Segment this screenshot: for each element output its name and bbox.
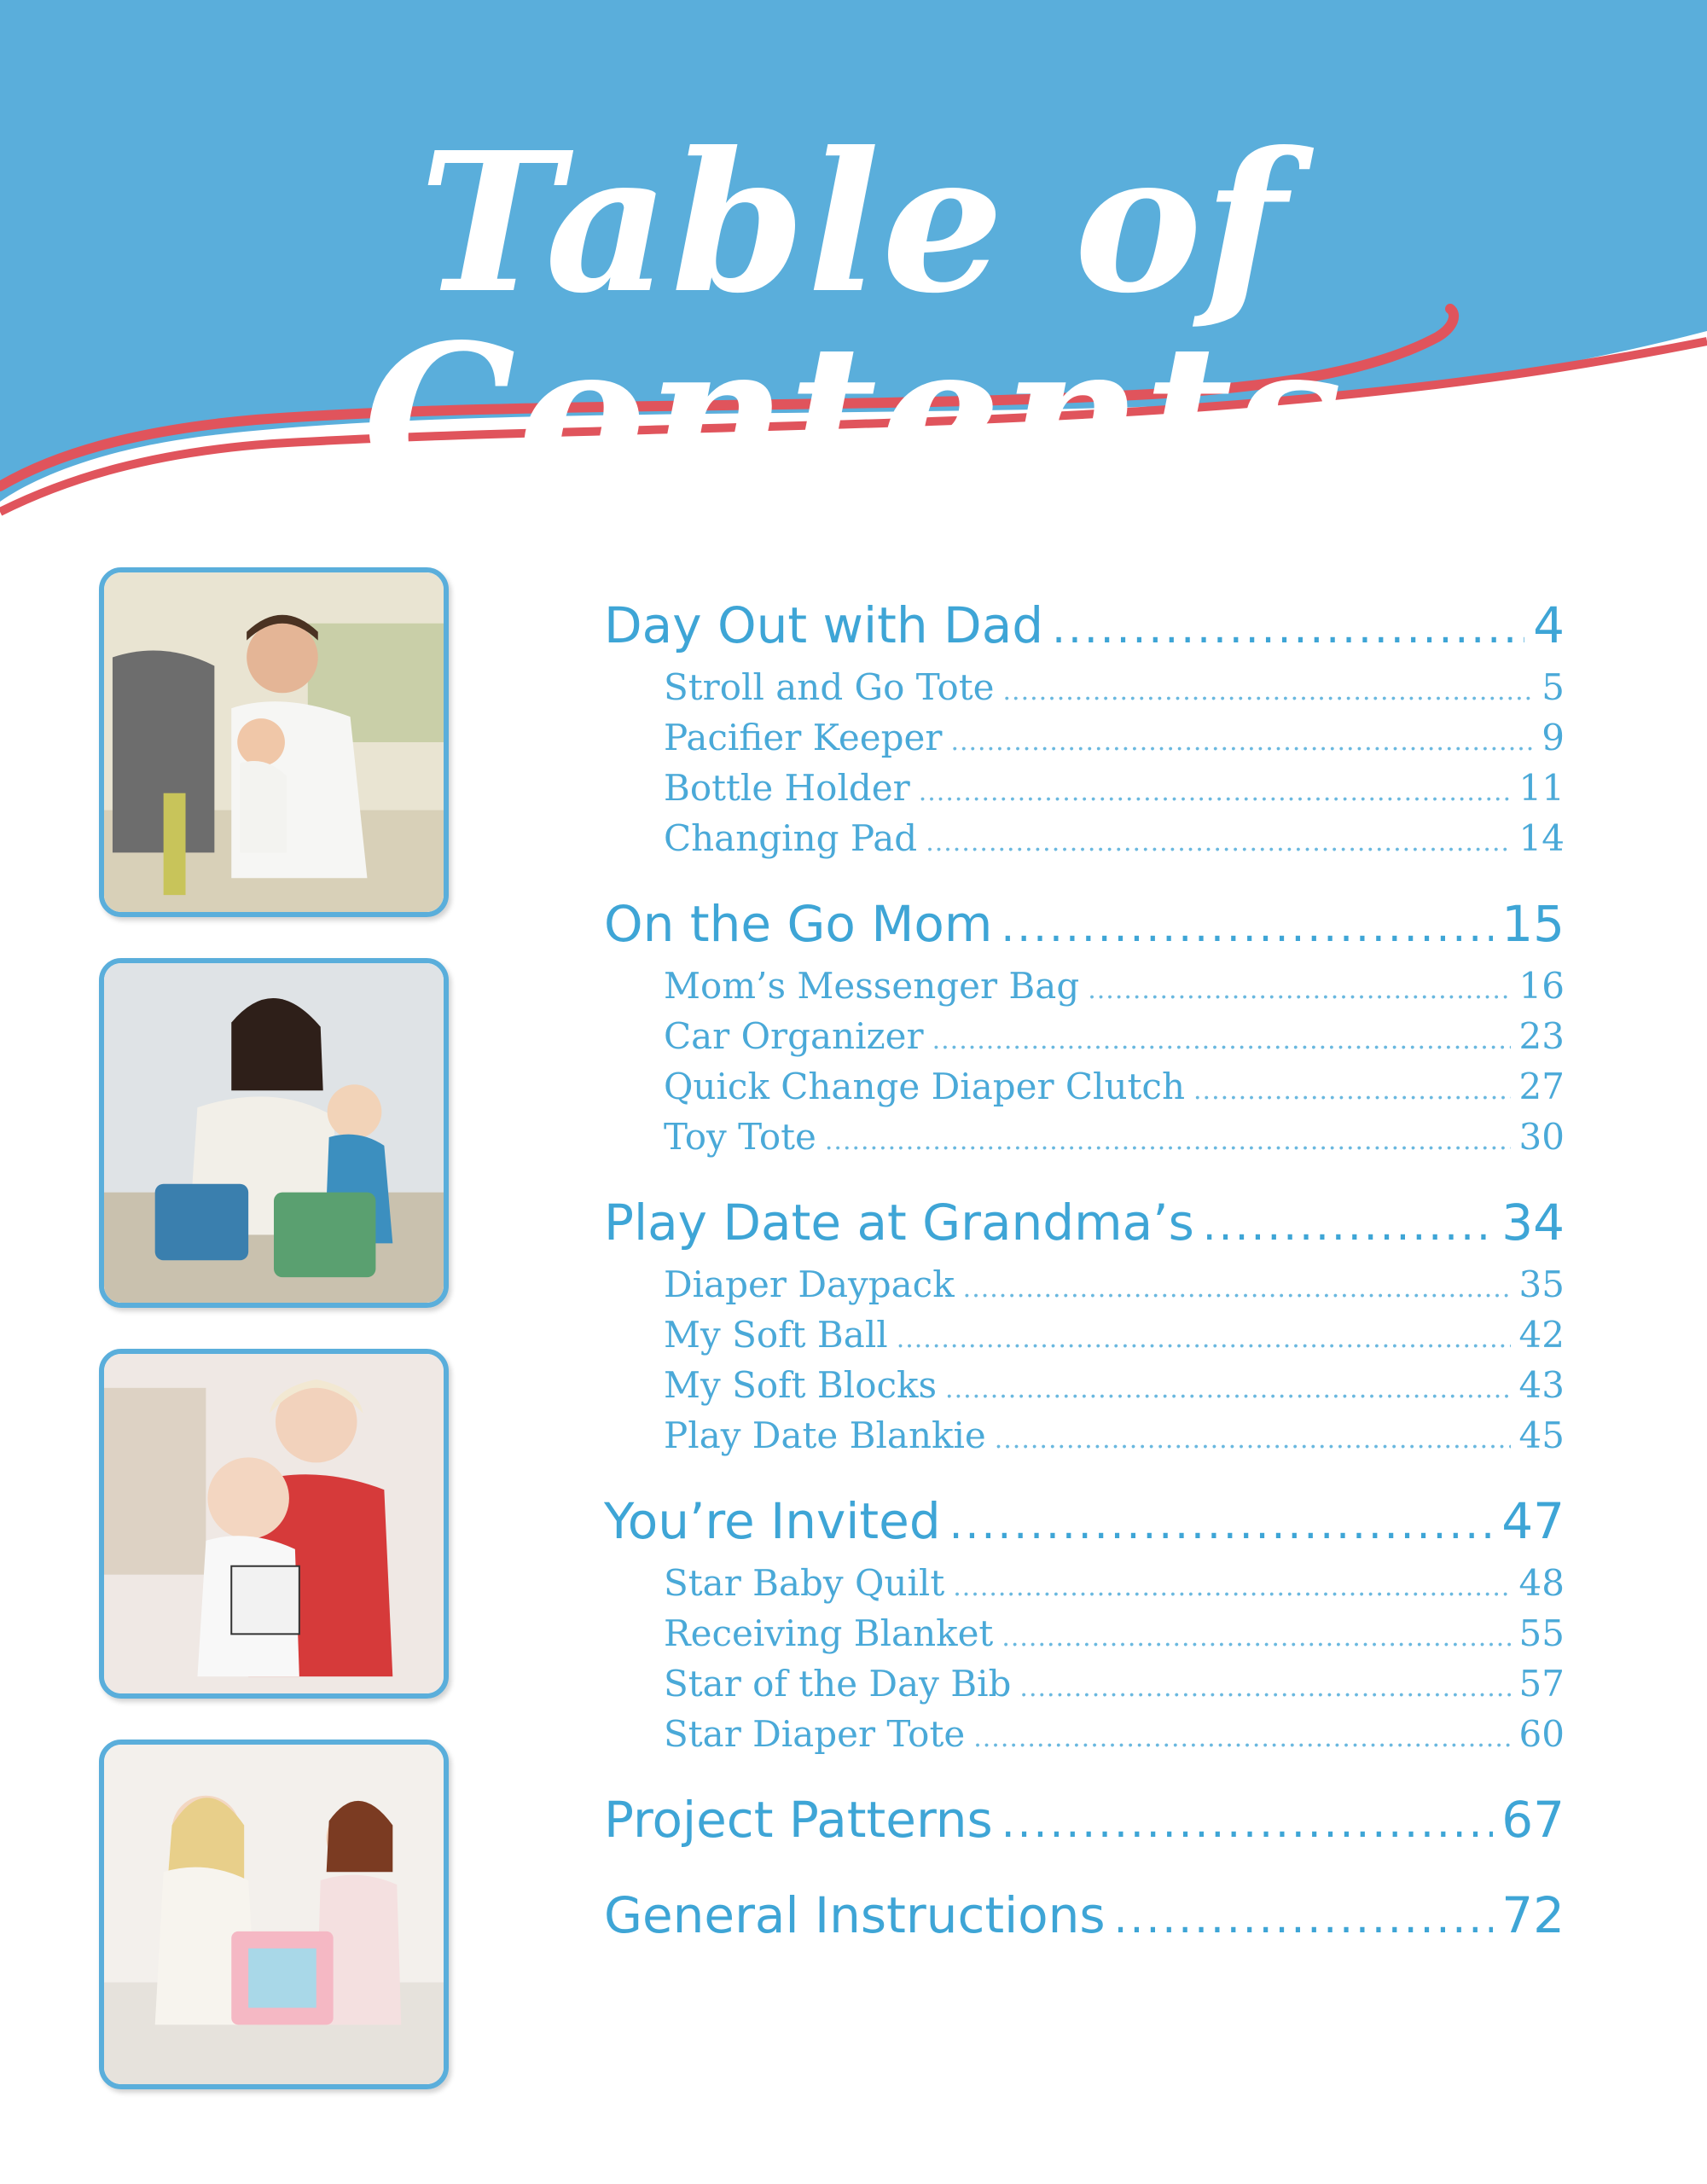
entry-page-number: 14 — [1518, 817, 1565, 859]
toc-entry[interactable] — [604, 1310, 1565, 1360]
dot-leader — [919, 767, 1511, 813]
dot-leader — [1019, 1663, 1510, 1709]
toc-entry[interactable] — [604, 763, 1565, 813]
entry-title: Changing Pad — [664, 817, 918, 859]
dot-leader — [950, 717, 1533, 763]
toc-entry[interactable] — [604, 813, 1565, 863]
toc-section — [604, 1879, 1565, 1952]
section-title: Day Out with Dad — [604, 596, 1044, 654]
toc-entry[interactable] — [604, 1259, 1565, 1310]
toc-section — [604, 887, 1565, 1162]
entry-title: Receiving Blanket — [664, 1612, 994, 1654]
dot-leader — [1203, 1188, 1493, 1259]
entry-page-number: 57 — [1518, 1663, 1565, 1705]
entry-page-number: 42 — [1518, 1314, 1565, 1356]
toc-entry[interactable] — [604, 1061, 1565, 1112]
entry-title: Star Diaper Tote — [664, 1713, 966, 1755]
toc-entry[interactable] — [604, 961, 1565, 1011]
toc-entry[interactable] — [604, 1360, 1565, 1410]
dot-leader — [1088, 965, 1510, 1011]
section-title: On the Go Mom — [604, 895, 993, 953]
dot-leader — [932, 1015, 1511, 1061]
entry-title: Toy Tote — [664, 1116, 816, 1158]
toc-section — [604, 1186, 1565, 1461]
entry-page-number: 55 — [1518, 1612, 1565, 1654]
photo-mother-toddler — [99, 958, 449, 1308]
toc-entry[interactable] — [604, 1112, 1565, 1162]
entry-page-number: 35 — [1518, 1263, 1565, 1305]
entry-title: Bottle Holder — [664, 767, 910, 809]
photo-grandmother-baby — [99, 1349, 449, 1699]
entry-title: Mom’s Messenger Bag — [664, 965, 1080, 1007]
toc-section-heading[interactable] — [604, 589, 1565, 662]
entry-page-number: 43 — [1518, 1364, 1565, 1406]
dot-leader — [1003, 666, 1534, 712]
entry-title: Pacifier Keeper — [664, 717, 943, 758]
photo-father-baby — [99, 567, 449, 917]
dot-leader — [825, 1116, 1511, 1162]
entry-title: My Soft Blocks — [664, 1364, 938, 1406]
toc-section-heading[interactable] — [604, 1484, 1565, 1558]
entry-page-number: 30 — [1518, 1116, 1565, 1158]
photo-two-women-tote — [99, 1740, 449, 2089]
entry-title: Star of the Day Bib — [664, 1663, 1012, 1705]
dot-leader — [1001, 890, 1493, 961]
section-page-number: 67 — [1501, 1791, 1565, 1849]
section-title: Project Patterns — [604, 1791, 993, 1849]
toc-entry[interactable] — [604, 712, 1565, 763]
entry-page-number: 23 — [1518, 1015, 1565, 1057]
page-title: Table of Contents — [363, 111, 1344, 528]
toc-entry[interactable] — [604, 1011, 1565, 1061]
photo-image — [104, 572, 444, 912]
entry-page-number: 45 — [1518, 1414, 1565, 1456]
toc-section-heading[interactable] — [604, 887, 1565, 961]
toc-entry[interactable] — [604, 1558, 1565, 1608]
entry-page-number: 27 — [1518, 1066, 1565, 1107]
entry-title: Star Baby Quilt — [664, 1562, 945, 1604]
entry-page-number: 5 — [1542, 666, 1565, 708]
dot-leader — [1114, 1881, 1494, 1952]
dot-leader — [949, 1487, 1494, 1558]
entry-title: My Soft Ball — [664, 1314, 888, 1356]
toc-section-heading[interactable] — [604, 1783, 1565, 1856]
dot-leader — [926, 817, 1510, 863]
dot-leader — [1193, 1066, 1511, 1112]
dot-leader — [995, 1414, 1511, 1461]
header-banner — [0, 0, 1707, 529]
section-title: You’re Invited — [604, 1492, 941, 1550]
photo-image — [104, 963, 444, 1303]
entry-page-number: 9 — [1542, 717, 1565, 758]
entry-title: Diaper Daypack — [664, 1263, 955, 1305]
toc-entry[interactable] — [604, 1658, 1565, 1709]
toc-entry[interactable] — [604, 1608, 1565, 1658]
photo-image — [104, 1354, 444, 1693]
entry-title: Play Date Blankie — [664, 1414, 986, 1456]
section-page-number: 15 — [1501, 895, 1565, 953]
photo-image — [104, 1745, 444, 2084]
entry-title: Stroll and Go Tote — [664, 666, 995, 708]
section-page-number: 72 — [1501, 1886, 1565, 1944]
toc-entry[interactable] — [604, 1410, 1565, 1461]
dot-leader — [1002, 1612, 1510, 1658]
toc-entry[interactable] — [604, 1709, 1565, 1759]
dot-leader — [1002, 1786, 1493, 1856]
toc-entry[interactable] — [604, 662, 1565, 712]
dot-leader — [897, 1314, 1511, 1360]
entry-page-number: 48 — [1518, 1562, 1565, 1604]
dot-leader — [963, 1263, 1511, 1310]
toc-section — [604, 589, 1565, 863]
entry-title: Car Organizer — [664, 1015, 924, 1057]
toc-section — [604, 1484, 1565, 1759]
entry-page-number: 60 — [1518, 1713, 1565, 1755]
section-title: Play Date at Grandma’s — [604, 1194, 1194, 1252]
section-page-number: 47 — [1501, 1492, 1565, 1550]
entry-page-number: 11 — [1518, 767, 1565, 809]
table-of-contents — [604, 589, 1565, 1974]
toc-section-heading[interactable] — [604, 1186, 1565, 1259]
dot-leader — [1052, 591, 1524, 662]
dot-leader — [953, 1562, 1510, 1608]
section-title: General Instructions — [604, 1886, 1106, 1944]
dot-leader — [973, 1713, 1510, 1759]
photo-column — [99, 567, 457, 2130]
entry-title: Quick Change Diaper Clutch — [664, 1066, 1185, 1107]
toc-section-heading[interactable] — [604, 1879, 1565, 1952]
section-page-number: 34 — [1501, 1194, 1565, 1252]
entry-page-number: 16 — [1518, 965, 1565, 1007]
dot-leader — [945, 1364, 1511, 1410]
toc-section — [604, 1783, 1565, 1856]
section-page-number: 4 — [1533, 596, 1565, 654]
